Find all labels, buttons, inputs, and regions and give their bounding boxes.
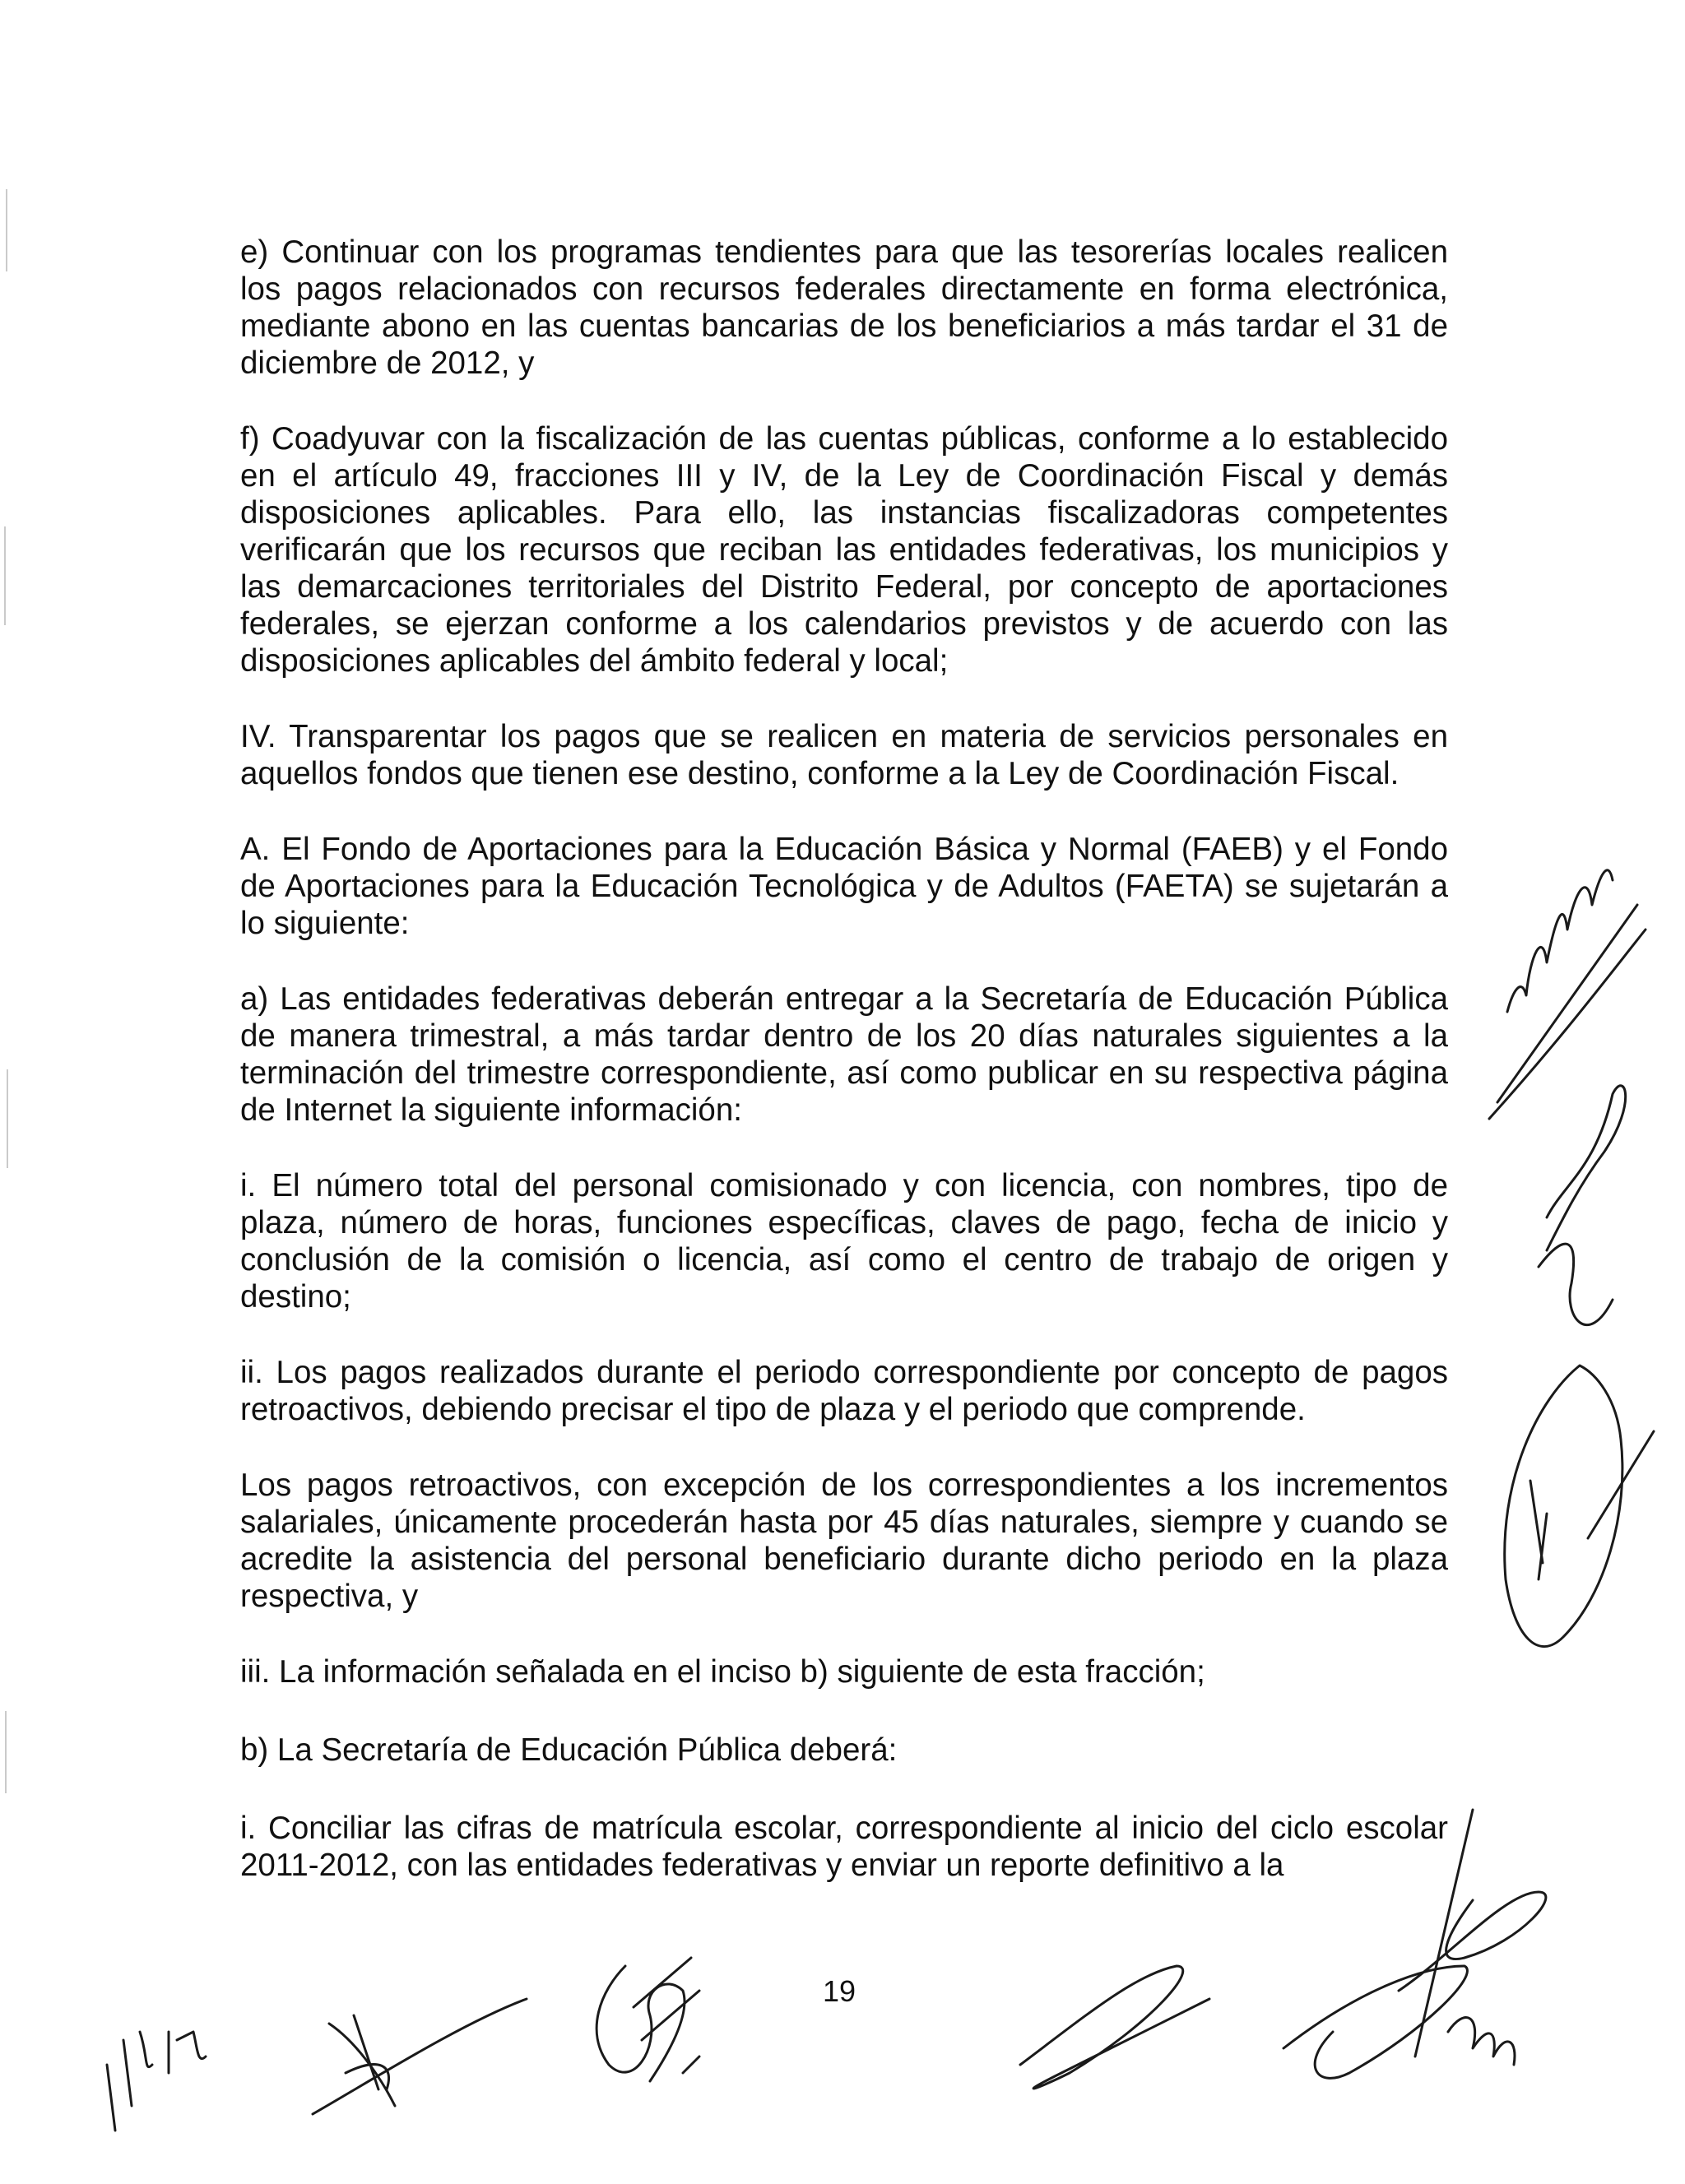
paragraph-a-entidades: a) Las entidades federativas deberán entregar a la Secretaría de Educación Pública de manera trimestral, a más tardar dentro de los 20 días naturales siguientes a la terminación del trimestre correspondiente, así como publicar en su respectiva página de Internet la siguiente información:	[240, 981, 1448, 1128]
paragraph-i-conciliar: i. Conciliar las cifras de matrícula escolar, correspondiente al inicio del ciclo escolar 2011-2012, con las entidades federativas y enviar un reporte definitivo a la	[240, 1811, 1448, 1883]
margin-signature-1	[1507, 870, 1613, 1012]
margin-signature-3	[1539, 1244, 1613, 1324]
paragraph-e: e) Continuar con los programas tendientes para que las tesorerías locales realicen los pagos relacionados con recursos federales directamente en forma electrónica, mediante abono en las cuentas bancarias de los beneficiarios a más tardar el 31 de diciembre de 2012, y	[240, 234, 1448, 381]
margin-signature-1c	[1489, 930, 1646, 1119]
margin-signature-2	[1547, 1086, 1626, 1250]
paragraph-i-personal: i. El número total del personal comisionado y con licencia, con nombres, tipo de plaza, número de horas, funciones específicas, claves de pago, fecha de inicio y conclusión de la comisión o licencia, así como el centro de trabajo de origen y destino;	[240, 1168, 1448, 1315]
margin-signature-4	[1505, 1366, 1622, 1647]
bottom-signature-right-b	[1020, 1966, 1209, 2089]
scan-margin-artifacts	[0, 0, 25, 2180]
paragraph-ii-pagos: ii. Los pagos realizados durante el periodo correspondiente por concepto de pagos retroactivos, debiendo precisar el tipo de plaza y el periodo que comprende.	[240, 1355, 1448, 1427]
bottom-signature-left-3	[596, 1958, 699, 2081]
paragraph-b: b) La Secretaría de Educación Pública deberá:	[240, 1732, 898, 1768]
paragraph-iv: IV. Transparentar los pagos que se realicen en materia de servicios personales en aquellos fondos que tienen ese destino, conforme a la Ley de Coordinación Fiscal.	[240, 719, 1448, 791]
paragraph-retroactivos: Los pagos retroactivos, con excepción de los correspondientes a los incrementos salariales, únicamente procederán hasta por 45 días naturales, siempre y cuando se acredite la asistencia del personal beneficiario durante dicho periodo en la plaza respectiva, y	[240, 1468, 1448, 1614]
page-number: 19	[822, 1974, 856, 2008]
paragraph-iii: iii. La información señalada en el inciso b) siguiente de esta fracción;	[240, 1654, 1205, 1690]
bottom-signature-left-1	[107, 2032, 206, 2131]
bottom-signature-left-2	[313, 1999, 527, 2114]
paragraph-a-fondo: A. El Fondo de Aportaciones para la Educación Básica y Normal (FAEB) y el Fondo de Aportaciones para la Educación Tecnológica y de Adultos (FAETA) se sujetarán a lo siguiente:	[240, 832, 1448, 941]
margin-signature-1b	[1497, 905, 1637, 1102]
document-body	[240, 234, 1448, 1922]
paragraph-f: f) Coadyuvar con la fiscalización de las cuentas públicas, conforme a lo establecido en el artículo 49, fracciones III y IV, de la Ley de Coordinación Fiscal y demás disposiciones aplicables. Para ello, las instancias fiscalizadoras competentes verificarán que los recursos que reciban las entidades federativas, los municipios y las demarcaciones territoriales del Distrito Federal, por concepto de aportaciones federales, se ejerzan conforme a los calendarios previstos y de acuerdo con las disposiciones aplicables del ámbito federal y local;	[240, 421, 1448, 679]
margin-signature-4b	[1530, 1431, 1654, 1579]
